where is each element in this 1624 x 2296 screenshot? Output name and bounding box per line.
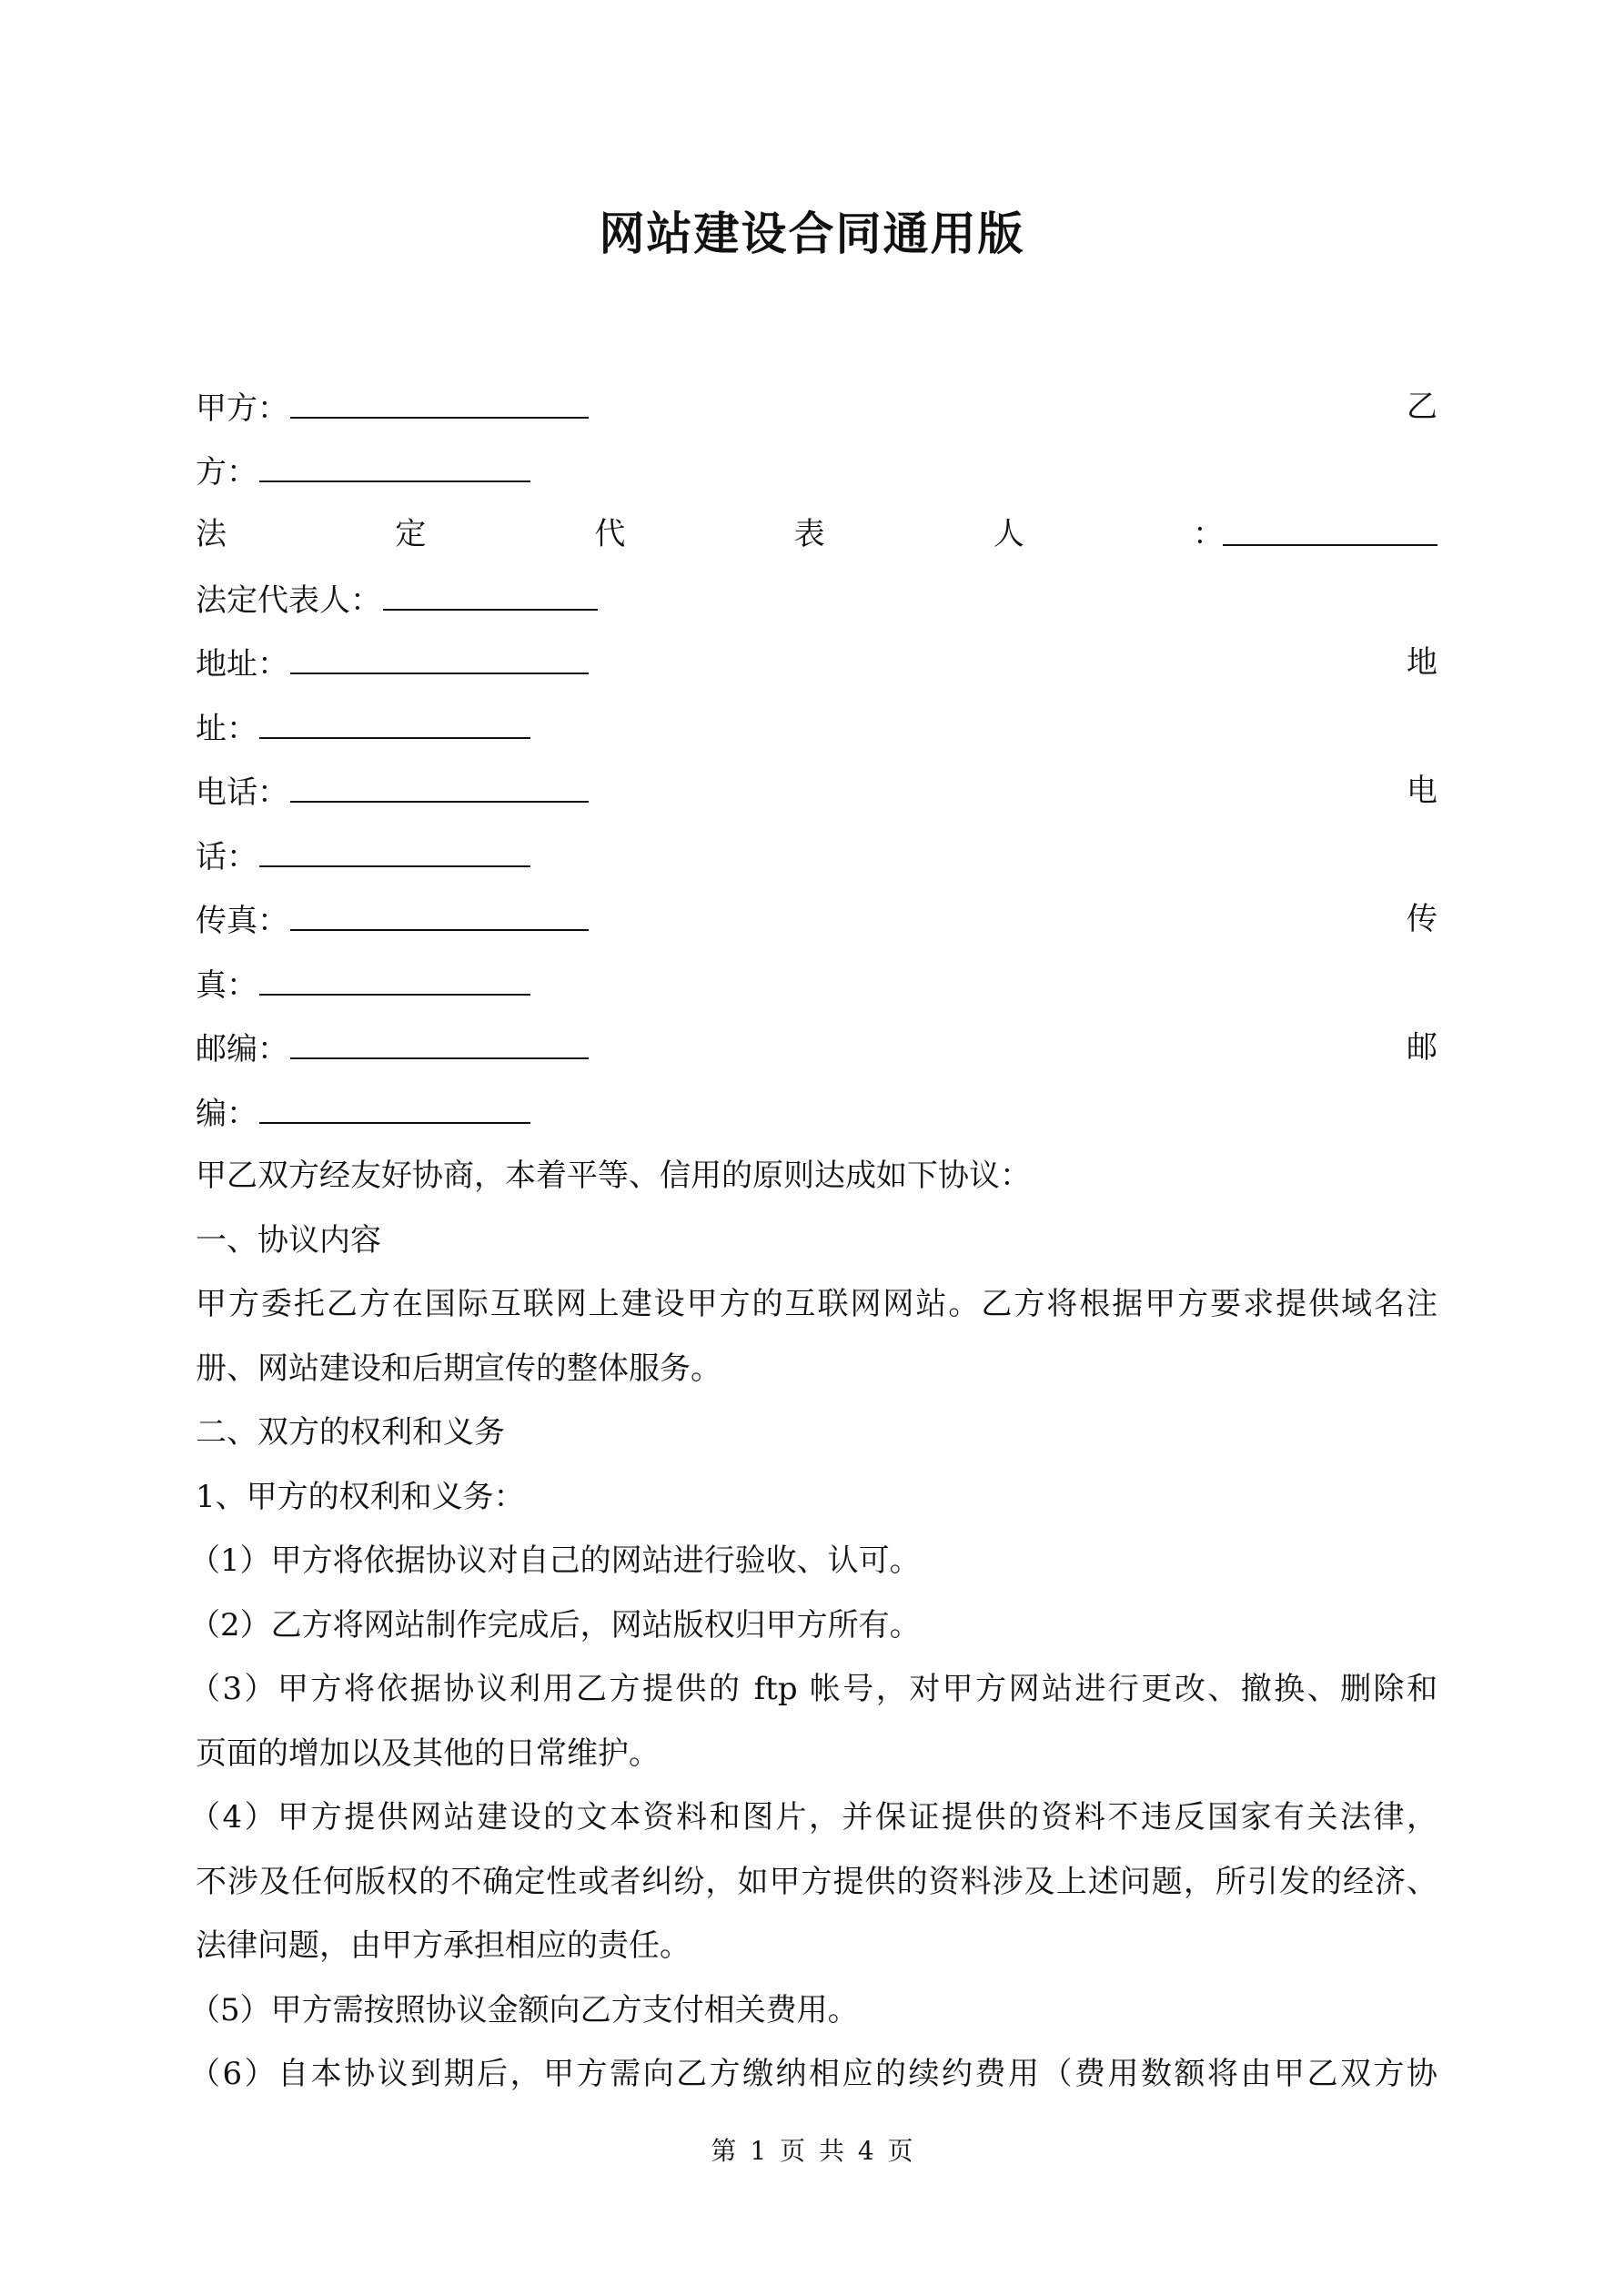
legal-rep-label: 法定代表人： xyxy=(196,582,381,619)
postal-b-blank xyxy=(259,1089,530,1124)
postal-b-start: 邮 xyxy=(1407,1029,1437,1066)
phone-b-blank xyxy=(259,833,530,867)
address-label: 地址： xyxy=(196,646,288,683)
address-a-field xyxy=(196,640,589,687)
legal-rep-char: 代 xyxy=(594,516,626,552)
party-b-label-start: 乙 xyxy=(1407,389,1437,425)
item4-line1: （4）甲方提供网站建设的文本资料和图片，并保证提供的资料不违反国家有关法律， xyxy=(189,1799,1437,1836)
intro-paragraph: 甲乙双方经友好协商，本着平等、信用的原则达成如下协议： xyxy=(196,1158,1031,1194)
sub1-heading: 1、甲方的权利和义务： xyxy=(196,1479,525,1515)
fax-a-field xyxy=(196,896,589,944)
address-b-start: 地 xyxy=(1407,644,1437,681)
page-number: 第 1 页 共 4 页 xyxy=(711,2136,913,2166)
document-title: 网站建设合同通用版 xyxy=(599,207,1025,260)
section1-text-line2: 册、网站建设和后期宣传的整体服务。 xyxy=(196,1350,721,1387)
legal-rep-char: 表 xyxy=(793,516,825,552)
phone-a-field xyxy=(196,768,589,815)
item6-line1: （6）自本协议到期后，甲方需向乙方缴纳相应的续约费用（费用数额将由甲乙双方协 xyxy=(189,2056,1437,2092)
party-b-label-end: 方： xyxy=(196,454,257,491)
legal-rep-a-blank xyxy=(1223,511,1437,546)
legal-rep-char: 法 xyxy=(196,516,227,552)
party-b-blank xyxy=(259,448,530,482)
phone-b-field xyxy=(196,833,530,880)
legal-rep-char: 定 xyxy=(395,516,427,552)
phone-b-end: 话： xyxy=(196,839,257,875)
fax-label: 传真： xyxy=(196,903,288,939)
postal-a-blank xyxy=(290,1025,589,1059)
party-a-blank xyxy=(290,384,589,419)
legal-rep-b-blank xyxy=(383,576,598,611)
address-a-blank xyxy=(290,640,589,674)
section1-text-line1: 甲方委托乙方在国际互联网上建设甲方的互联网网站。乙方将根据甲方要求提供域名注 xyxy=(196,1286,1437,1322)
item3-line2: 页面的增加以及其他的日常维护。 xyxy=(196,1735,660,1772)
item4-line3: 法律问题，由甲方承担相应的责任。 xyxy=(196,1927,691,1964)
postal-label: 邮编： xyxy=(196,1031,288,1067)
postal-b-field xyxy=(196,1089,530,1137)
fax-b-start: 传 xyxy=(1407,901,1437,937)
address-b-blank xyxy=(259,704,530,739)
item3-line1: （3）甲方将依据协议利用乙方提供的 ftp 帐号，对甲方网站进行更改、撤换、删除和 xyxy=(189,1671,1437,1707)
party-a-field xyxy=(196,384,589,431)
fax-b-blank xyxy=(259,961,530,996)
legal-rep-spread-label xyxy=(196,511,1224,557)
postal-b-end: 编： xyxy=(196,1096,257,1132)
item1: （1）甲方将依据协议对自己的网站进行验收、认可。 xyxy=(189,1542,921,1579)
legal-rep-a-blank-wrap xyxy=(1221,511,1437,559)
party-a-label: 甲方： xyxy=(196,390,288,427)
fax-b-field xyxy=(196,961,530,1008)
legal-rep-char: ： xyxy=(1192,516,1224,552)
legal-rep-b-field xyxy=(196,576,598,623)
phone-a-blank xyxy=(290,768,589,803)
phone-b-start: 电 xyxy=(1407,773,1437,809)
fax-a-blank xyxy=(290,896,589,931)
address-b-field xyxy=(196,704,530,752)
section1-heading: 一、协议内容 xyxy=(196,1222,381,1259)
item4-line2: 不涉及任何版权的不确定性或者纠纷，如甲方提供的资料涉及上述问题，所引发的经济、 xyxy=(196,1864,1437,1900)
fax-b-end: 真： xyxy=(196,967,257,1004)
postal-a-field xyxy=(196,1025,589,1072)
item2: （2）乙方将网站制作完成后，网站版权归甲方所有。 xyxy=(189,1607,921,1644)
section2-heading: 二、双方的权利和义务 xyxy=(196,1414,505,1451)
party-b-field xyxy=(196,448,530,495)
item5: （5）甲方需按照协议金额向乙方支付相关费用。 xyxy=(189,1992,859,2028)
legal-rep-char: 人 xyxy=(993,516,1024,552)
address-b-end: 址： xyxy=(196,711,257,747)
phone-label: 电话： xyxy=(196,774,288,811)
